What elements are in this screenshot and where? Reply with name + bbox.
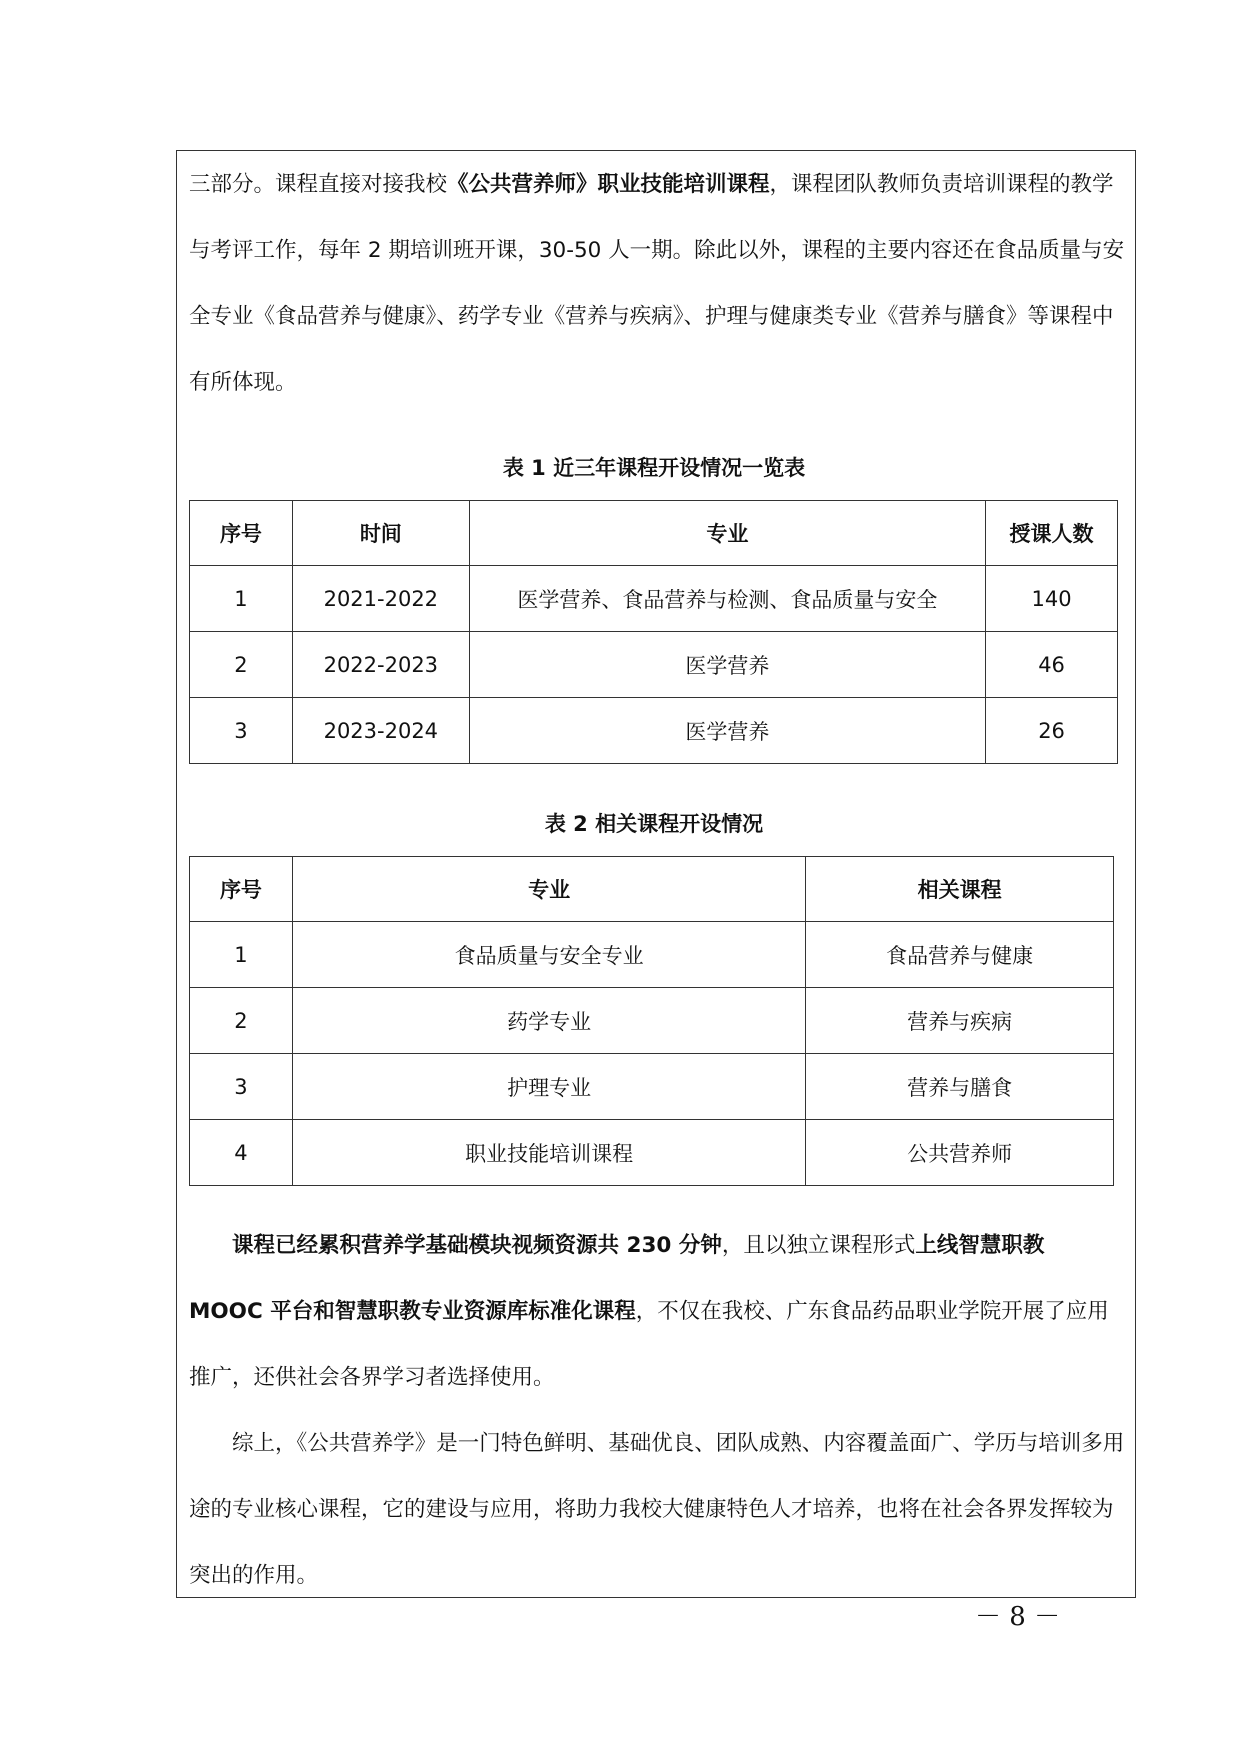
table-cell: 医学营养 xyxy=(469,632,985,698)
table-row xyxy=(190,632,1118,698)
resource-bold-b: 上线智慧职教 MOOC 平台和智慧职教专业资源库标准化课程 xyxy=(189,1233,1045,1324)
table1-header-cell: 序号 xyxy=(190,501,293,566)
table-cell: 药学专业 xyxy=(292,988,805,1054)
table2-header-cell: 相关课程 xyxy=(806,857,1114,922)
table1-header-row xyxy=(190,501,1118,566)
table-cell: 3 xyxy=(190,1054,293,1120)
table-row xyxy=(190,988,1114,1054)
table2-header-row xyxy=(190,857,1114,922)
table-cell: 140 xyxy=(986,566,1118,632)
table2-caption: 表 2 相关课程开设情况 xyxy=(544,812,764,836)
summary-paragraph: 综上，《公共营养学》是一门特色鲜明、基础优良、团队成熟、内容覆盖面广、学历与培训多用途的专业核心课程，它的建设与应用，将助力我校大健康特色人才培养，也将在社会各界发挥较为突出的作用。 xyxy=(189,1431,1125,1588)
table2-header-cell: 序号 xyxy=(190,857,293,922)
table-cell: 职业技能培训课程 xyxy=(292,1120,805,1186)
table-cell: 食品质量与安全专业 xyxy=(292,922,805,988)
table-cell: 食品营养与健康 xyxy=(806,922,1114,988)
table-row xyxy=(190,922,1114,988)
intro-paragraph xyxy=(189,152,1125,416)
table-cell: 医学营养、食品营养与检测、食品质量与安全 xyxy=(469,566,985,632)
table-row xyxy=(190,698,1118,764)
table-row xyxy=(190,1054,1114,1120)
table-cell: 2021-2022 xyxy=(292,566,469,632)
resource-paragraph xyxy=(189,1213,1125,1411)
resource-text-a: ，且以独立课程形式 xyxy=(721,1233,916,1258)
course-offering-table xyxy=(189,500,1118,764)
table-cell: 2 xyxy=(190,632,293,698)
intro-text-c: ，课程团队教师负责培训课程的教学与考评工作，每年 2 期培训班开课，30-50 人一期。除此以外，课程的主要内容还在食品质量与安全专业《食品营养与健康》、药学专业《营养与疾病》、护理与健康类专业《营养与膳食》等课程中有所体现。 xyxy=(189,172,1125,395)
table-row xyxy=(190,566,1118,632)
table-cell: 公共营养师 xyxy=(806,1120,1114,1186)
table-cell: 1 xyxy=(190,922,293,988)
table-cell: 护理专业 xyxy=(292,1054,805,1120)
table-cell: 46 xyxy=(986,632,1118,698)
table-cell: 1 xyxy=(190,566,293,632)
table-cell: 26 xyxy=(986,698,1118,764)
table-cell: 营养与疾病 xyxy=(806,988,1114,1054)
page-number: － 8 － xyxy=(975,1602,1061,1632)
table1-header-cell: 授课人数 xyxy=(986,501,1118,566)
resource-bold-a: 课程已经累积营养学基础模块视频资源共 230 分钟 xyxy=(232,1233,722,1258)
table-cell: 2022-2023 xyxy=(292,632,469,698)
table2-header-cell: 专业 xyxy=(292,857,805,922)
table-cell: 医学营养 xyxy=(469,698,985,764)
resource-text-b: ，不仅在我校、广东食品药品职业学院开展了应用推广，还供社会各界学习者选择使用。 xyxy=(189,1299,1109,1390)
table1-header-cell: 时间 xyxy=(292,501,469,566)
table-cell: 2 xyxy=(190,988,293,1054)
table-cell: 营养与膳食 xyxy=(806,1054,1114,1120)
table-cell: 4 xyxy=(190,1120,293,1186)
table-cell: 2023-2024 xyxy=(292,698,469,764)
table1-caption: 表 1 近三年课程开设情况一览表 xyxy=(502,456,806,480)
intro-bold-course: 《公共营养师》职业技能培训课程 xyxy=(447,172,770,197)
table1-header-cell: 专业 xyxy=(469,501,985,566)
related-course-table xyxy=(189,856,1114,1186)
table-cell: 3 xyxy=(190,698,293,764)
table-row xyxy=(190,1120,1114,1186)
intro-text-a: 三部分。课程直接对接我校 xyxy=(189,172,448,197)
